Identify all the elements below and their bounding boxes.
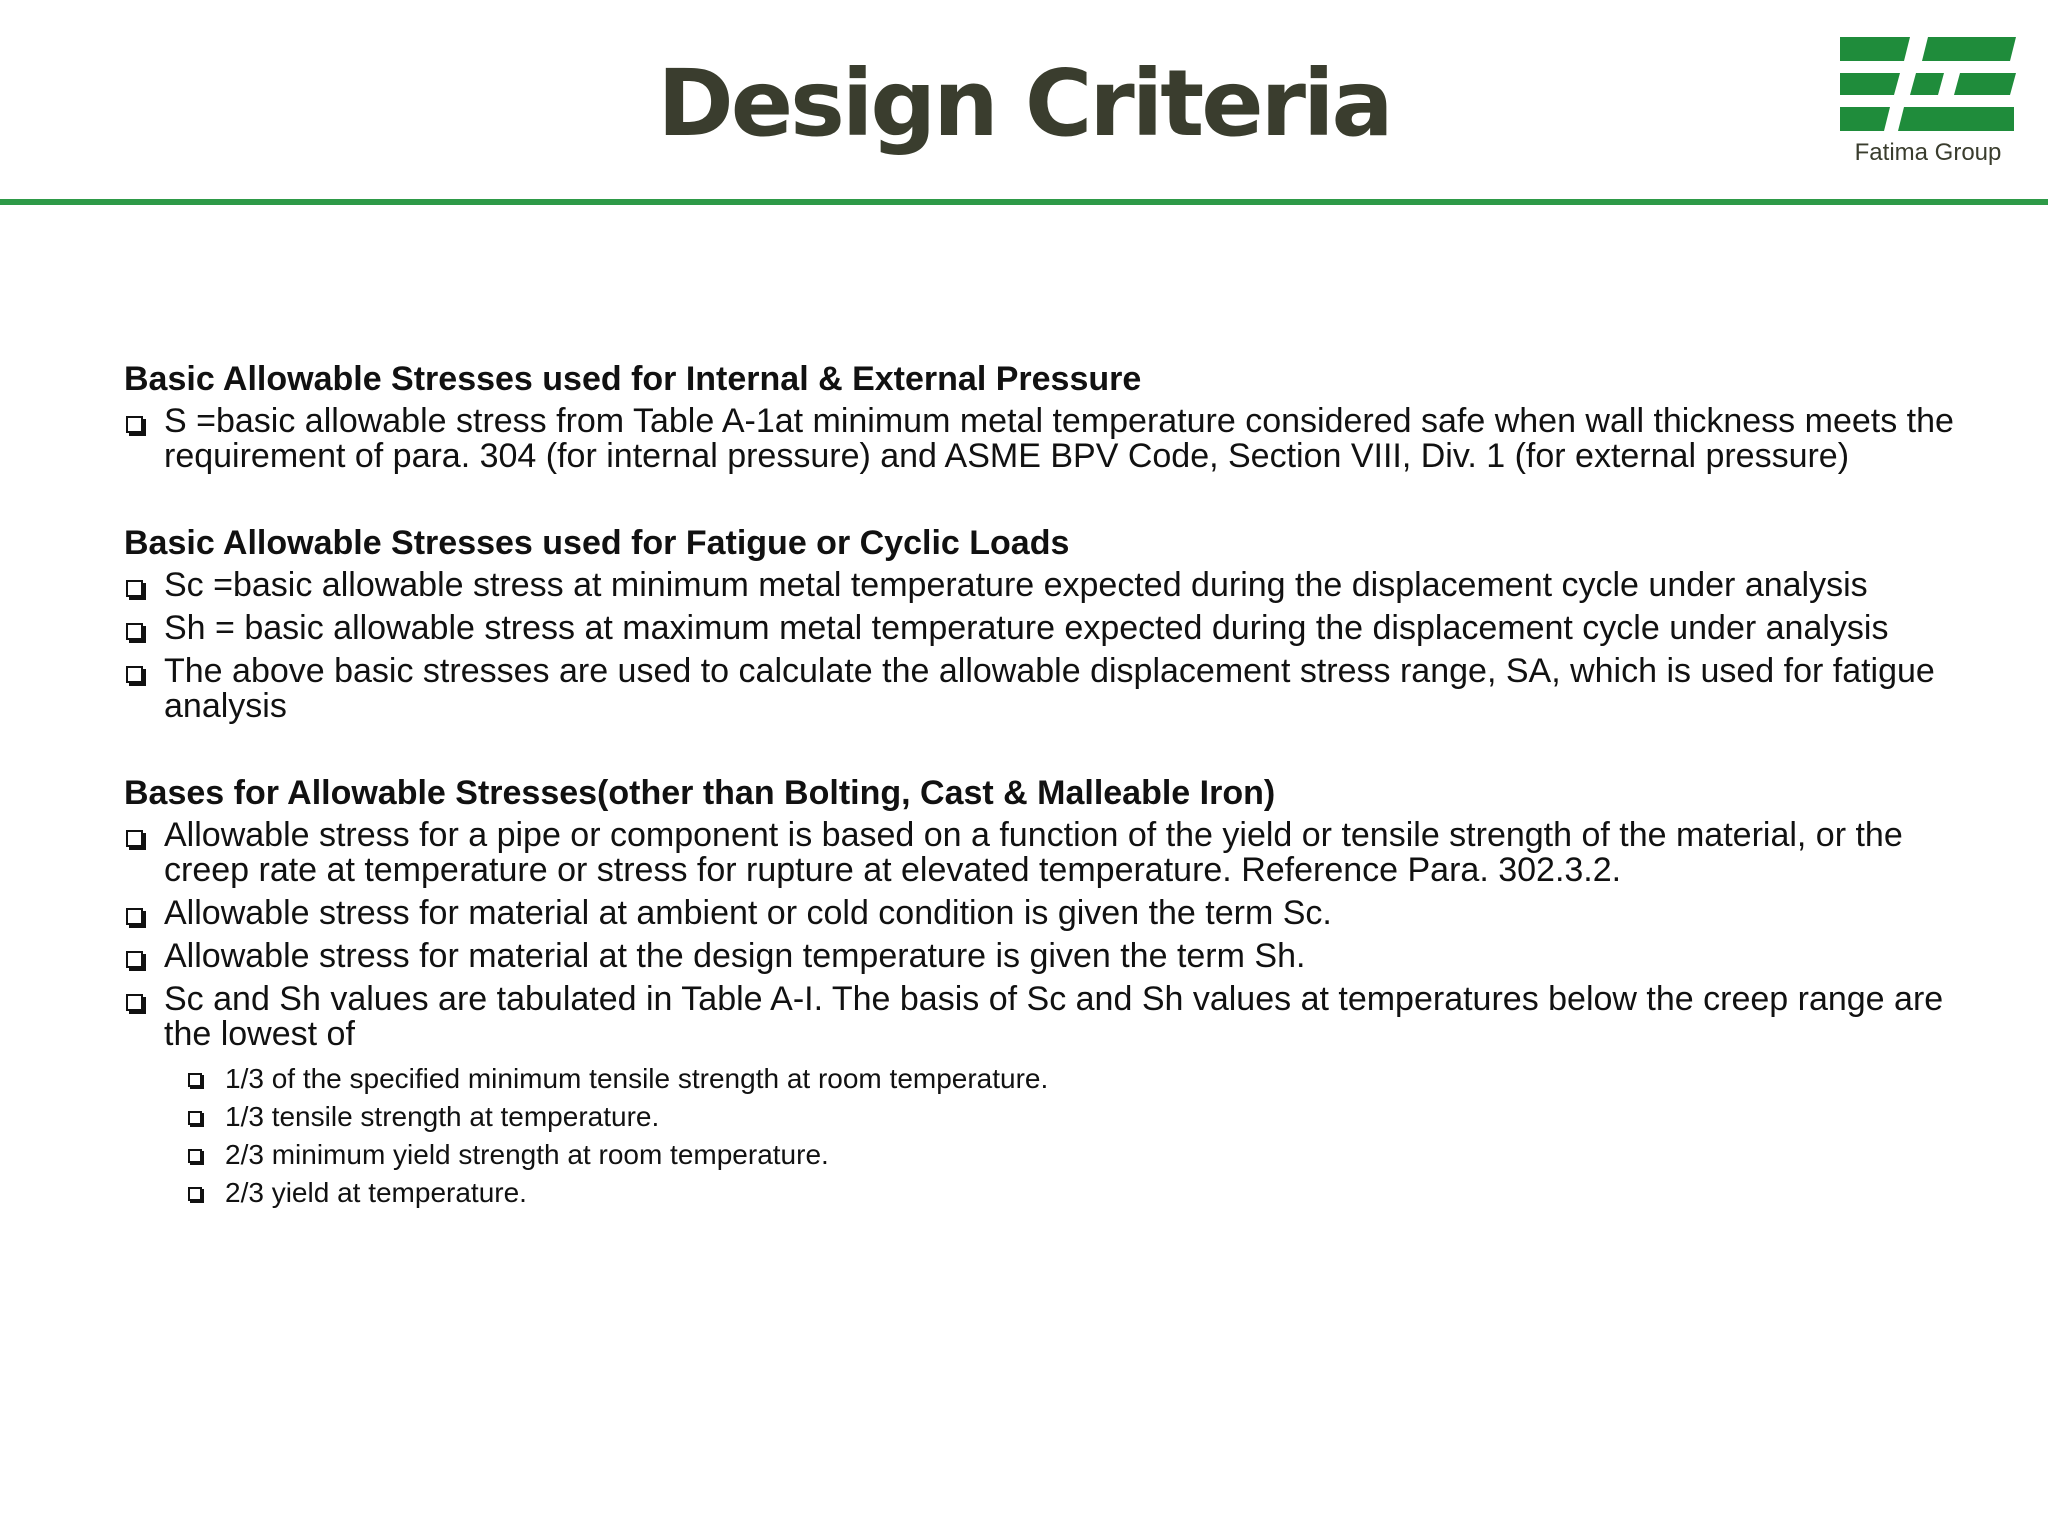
list-item [124, 404, 1954, 474]
list-item [124, 896, 1954, 931]
slide-content [124, 360, 1954, 1212]
sub-list-item [124, 1060, 1954, 1098]
list-item [124, 654, 1954, 724]
bullet-text: S =basic allowable stress from Table A-1at minimum metal temperature considered safe when wall thickness meets the requirement of para. 304 (for internal pressure) and ASME BPV Code, Section VIII, Div. 1 (for external pressure) [164, 402, 1954, 475]
checkbox-bullet-icon [188, 1187, 202, 1201]
page-title: Design Criteria [657, 50, 1391, 157]
checkbox-bullet-icon [126, 908, 143, 925]
checkbox-bullet-icon [126, 623, 143, 640]
sub-bullet-text: 1/3 tensile strength at temperature. [225, 1101, 660, 1132]
list-item [124, 939, 1954, 974]
bullet-text: Sh = basic allowable stress at maximum metal temperature expected during the displacement cycle under analysis [164, 609, 1889, 647]
slide-header [0, 0, 2048, 205]
checkbox-bullet-icon [126, 951, 143, 968]
section-heading: Basic Allowable Stresses used for Internal & External Pressure [124, 360, 1142, 398]
sub-list-item [124, 1174, 1954, 1212]
section-heading: Bases for Allowable Stresses(other than Bolting, Cast & Malleable Iron) [124, 774, 1276, 812]
checkbox-bullet-icon [188, 1073, 202, 1087]
fatima-group-logo [1838, 35, 2018, 170]
bullet-text: Allowable stress for a pipe or component is based on a function of the yield or tensile strength of the material, or the creep rate at temperature or stress for rupture at elevated temperature. Reference Para. 302.3.2. [164, 816, 1903, 889]
checkbox-bullet-icon [126, 416, 143, 433]
section-bases-allowable-stresses [124, 774, 1954, 1212]
logo-text: Fatima Group [1854, 139, 2002, 166]
checkbox-bullet-icon [126, 580, 143, 597]
bullet-text: Sc =basic allowable stress at minimum metal temperature expected during the displacement cycle under analysis [164, 566, 1868, 604]
section-internal-external-pressure [124, 360, 1954, 474]
sub-bullet-text: 2/3 yield at temperature. [225, 1177, 527, 1208]
checkbox-bullet-icon [188, 1111, 202, 1125]
bullet-text: Sc and Sh values are tabulated in Table A-I. The basis of Sc and Sh values at temperatures below the creep range are the lowest of [164, 980, 1944, 1053]
list-item [124, 982, 1954, 1052]
checkbox-bullet-icon [188, 1149, 202, 1163]
bullet-text: Allowable stress for material at ambient or cold condition is given the term Sc. [164, 894, 1332, 932]
bullet-text: The above basic stresses are used to calculate the allowable displacement stress range, SA, which is used for fatigue analysis [164, 652, 1935, 725]
list-item [124, 568, 1954, 603]
section-heading: Basic Allowable Stresses used for Fatigue or Cyclic Loads [124, 524, 1070, 562]
sub-list-item [124, 1136, 1954, 1174]
list-item [124, 611, 1954, 646]
sub-list-item [124, 1098, 1954, 1136]
header-divider [0, 199, 2048, 205]
section-fatigue-cyclic-loads [124, 524, 1954, 724]
checkbox-bullet-icon [126, 830, 143, 847]
sub-bullet-text: 2/3 minimum yield strength at room temperature. [225, 1139, 829, 1170]
bullet-text: Allowable stress for material at the design temperature is given the term Sh. [164, 937, 1306, 975]
checkbox-bullet-icon [126, 994, 143, 1011]
checkbox-bullet-icon [126, 666, 143, 683]
fatima-logo-icon [1838, 35, 2018, 135]
sub-bullet-text: 1/3 of the specified minimum tensile strength at room temperature. [225, 1063, 1049, 1094]
list-item [124, 818, 1954, 888]
